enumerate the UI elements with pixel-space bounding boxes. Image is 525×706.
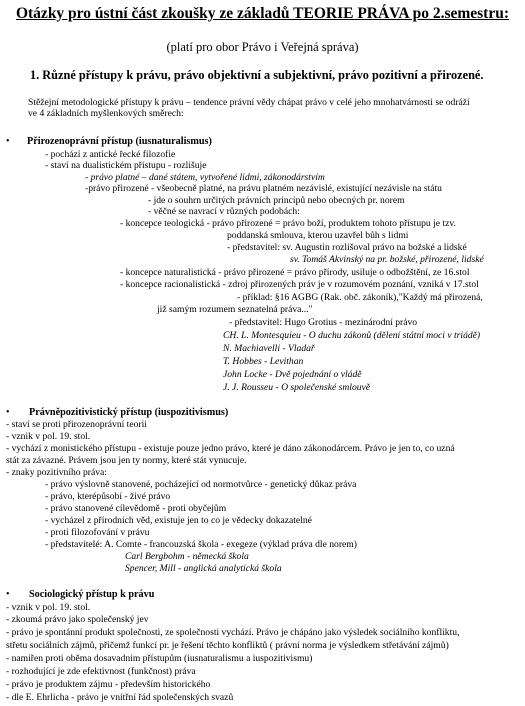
list-item: - vychází z monistického přístupu - existuje pouze jedno právo, které je dáno zákonodárcem. Právo je jen to, co uzná [6,443,455,454]
page-title: Otázky pro ústní část zkoušky ze základů TEORIE PRÁVA po 2.semestru: [15,5,510,22]
list-item: John Locke - Dvě pojednání o vládě [223,369,362,380]
intro-line: ve 4 základních myšlenkových směrech: [28,108,184,119]
list-item: střetu sociálních zájmů, přičemž funkcí pr. je řešení těchto konfliktů ( právní norma je výsledkem střetávání zájmů) [6,640,449,651]
list-item: - znaky pozitivního práva: [6,467,107,478]
list-item: - právo platné – dané státem, vytvořené lidmi, zákonodárstvím [85,172,325,183]
list-item: - právo je produktem zájmu - především historického [6,679,211,690]
list-item: - příklad: §16 AGBG (Rak. obč. zákoník),"Každý má přirozená, [237,292,483,303]
section-3-heading: Sociologický přístup k právu [29,589,155,600]
list-item: - koncepce racionalistická - zdroj přirozených práv je v rozumovém poznání, vzniká v 17.stol [120,279,479,290]
section-heading: 1. Různé přístupy k právu, právo objektivní a subjektivní, právo pozitivní a přirozené. [30,68,484,82]
page-subtitle: (platí pro obor Právo i Veřejná správa) [166,40,359,54]
list-item: - právo stanovené cílevědomě - proti obyčejům [45,503,227,514]
list-item: - věčné se navrací v různých podobách: [148,206,300,217]
intro-line: Stěžejní metodologické přístupy k právu – tendence právní vědy chápat právo v celé jeho mnohatvárnosti se odráží [28,97,470,108]
bullet-point: • [6,136,10,147]
list-item: J. J. Rousseu - O společenské smlouvě [223,382,371,393]
list-item: - staví se proti přirozenoprávní teorii [6,419,147,430]
list-item: - vznik v pol. 19. stol. [6,431,91,442]
list-item: - namířen proti oběma dosavadním přístupům (iusnaturalismu a iuspozitivismu) [6,653,313,664]
list-item: - vycházel z přírodních věd, existuje jen to co je vědecky dokazatelné [45,515,312,526]
list-item: - dle E. Ehrlicha - právo je vnitřní řád společenských svazů [6,692,234,703]
list-item: - pochází z antické řecké filozofie [45,149,176,160]
list-item: stát za závazné. Právem jsou jen ty normy, které stát vynucuje. [6,455,247,466]
list-item: T. Hobbes - Levithan [223,356,304,367]
list-item: - představitel: sv. Augustin rozlišoval právo na božské a lidské [227,242,467,253]
list-item: - právo, kterépůsobí - živé právo [45,491,171,502]
list-item: - koncepce naturalistická - právo přirozené = právo přírody, usiluje o odbožštění, ze 16.stol [120,267,470,278]
list-item: - představitel: Hugo Grotius - mezinárodní právo [229,317,418,328]
list-item: - jde o souhrn určitých právních principů nebo obecných pr. norem [148,195,405,206]
section-2-heading: Právněpozitivistický přístup (iuspozitivismus) [29,407,229,418]
list-item: - koncepce teologická - právo přirozené = právo boží, produktem tohoto přístupu je tzv. [120,218,456,229]
list-item: - staví na dualistickém přístupu - rozlišuje [45,160,207,171]
list-item: - proti filozofování v právu [45,527,150,538]
bullet-point: • [6,589,10,600]
list-item: - rozhodující je zde efektivnost (funkčnost) práva [6,666,196,677]
list-item: - právo je spontánní produkt společnosti, ze společnosti vychází. Právo je chápáno jako výsledek sociálního konfliktu, [6,627,460,638]
list-item: - právo výslovně stanovené, pocházející od normotvůrce - genetický důkaz práva [45,479,357,490]
list-item: poddanská smlouva, kterou uzavřel bůh s lidmi [227,230,409,241]
list-item: CH. L. Montesquieu - O duchu zákonů (dělení státní moci v triádě) [223,330,481,341]
list-item: N. Machiavelli - Vladař [223,343,315,354]
list-item: již samým rozumem seznatelná práva..." [157,304,313,315]
list-item: Carl Bergbohm - německá škola [125,551,249,562]
list-item: Spencer, Mill - anglická analytická škola [125,563,282,574]
list-item: sv. Tomáš Akvinský na pr. božské, přirozené, lidské [290,254,484,265]
list-item: -právo přirozené - všeobecně platné, na právu platném nezávislé, existující nezávisle na státu [85,183,442,194]
section-1-heading: Přirozenoprávní přístup (iusnaturalismus) [27,136,212,147]
list-item: - představitelé: A. Comte - francouzská škola - exegeze (výklad práva dle norem) [45,539,357,550]
list-item: - zkoumá právo jako společenský jev [6,614,149,625]
list-item: - vznik v pol. 19. stol. [6,602,91,613]
bullet-point: • [6,407,10,418]
